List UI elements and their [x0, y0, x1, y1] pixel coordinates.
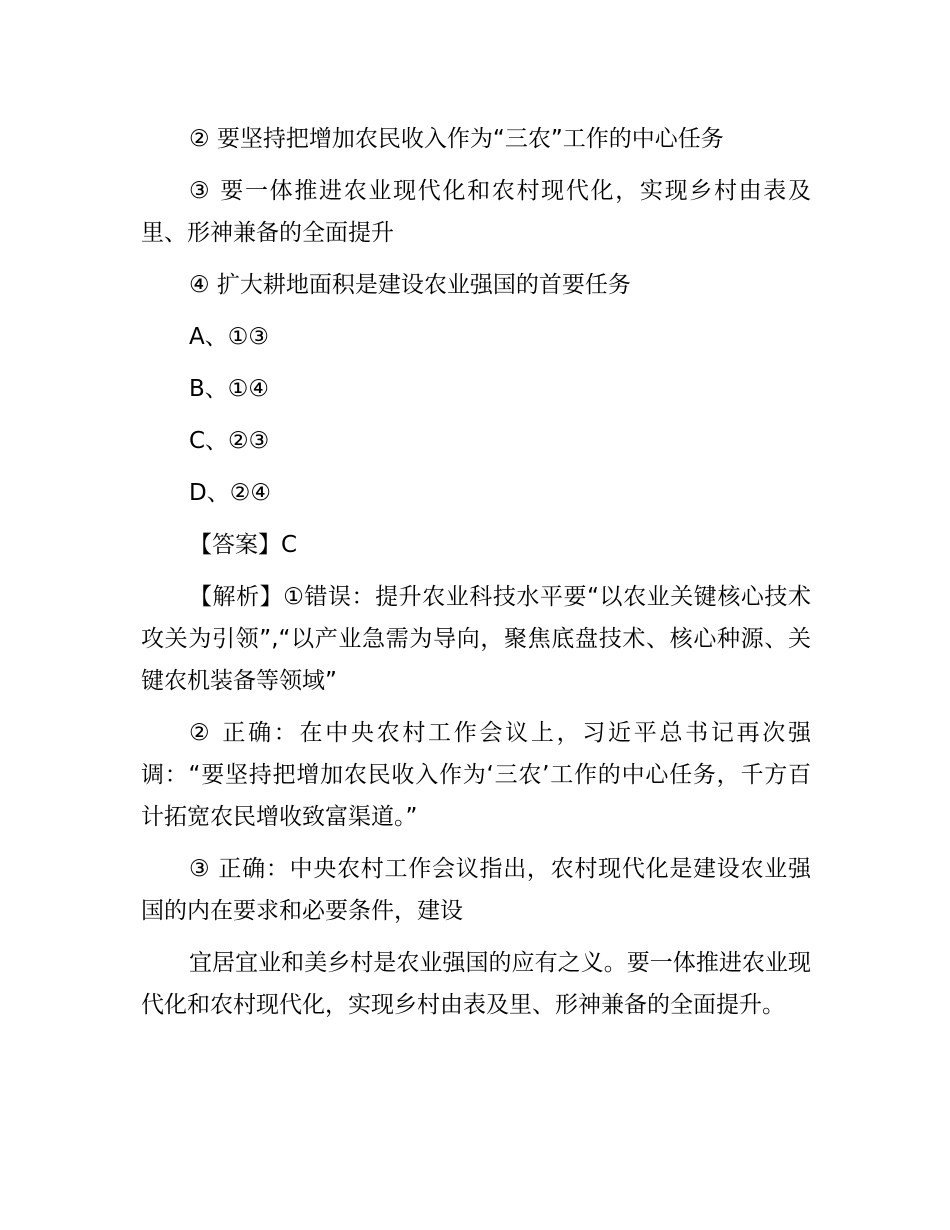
document-body — [141, 118, 811, 1036]
analysis-1: 【解析】①错误：提升农业科技水平要“以农业关键核心技术攻关为引领”,“以产业急需为导向，聚焦底盘技术、核心种源、关键农机装备等领域” — [141, 584, 811, 694]
analysis-2: ② 正确：在中央农村工作会议上，习近平总书记再次强调：“要坚持把增加农民收入作为‘三农’工作的中心任务，千方百计拓宽农民增收致富渠道。” — [141, 720, 811, 830]
statement-4: ④ 扩大耕地面积是建设农业强国的首要任务 — [189, 272, 631, 298]
option-b: B、①④ — [189, 376, 270, 402]
statement-2: ② 要坚持把增加农民收入作为“三农”工作的中心任务 — [189, 126, 724, 152]
statement-3: ③ 要一体推进农业现代化和农村现代化，实现乡村由表及里、形神兼备的全面提升 — [141, 178, 811, 246]
analysis-3-continued: 宜居宜业和美乡村是农业强国的应有之义。要一体推进农业现代化和农村现代化，实现乡村由表及里、形神兼备的全面提升。 — [141, 950, 811, 1018]
analysis-3: ③ 正确：中央农村工作会议指出，农村现代化是建设农业强国的内在要求和必要条件，建设 — [141, 856, 811, 924]
option-c: C、②③ — [189, 428, 270, 454]
option-d: D、②④ — [189, 480, 271, 506]
answer: 【答案】C — [189, 532, 298, 558]
option-a: A、①③ — [189, 324, 269, 350]
